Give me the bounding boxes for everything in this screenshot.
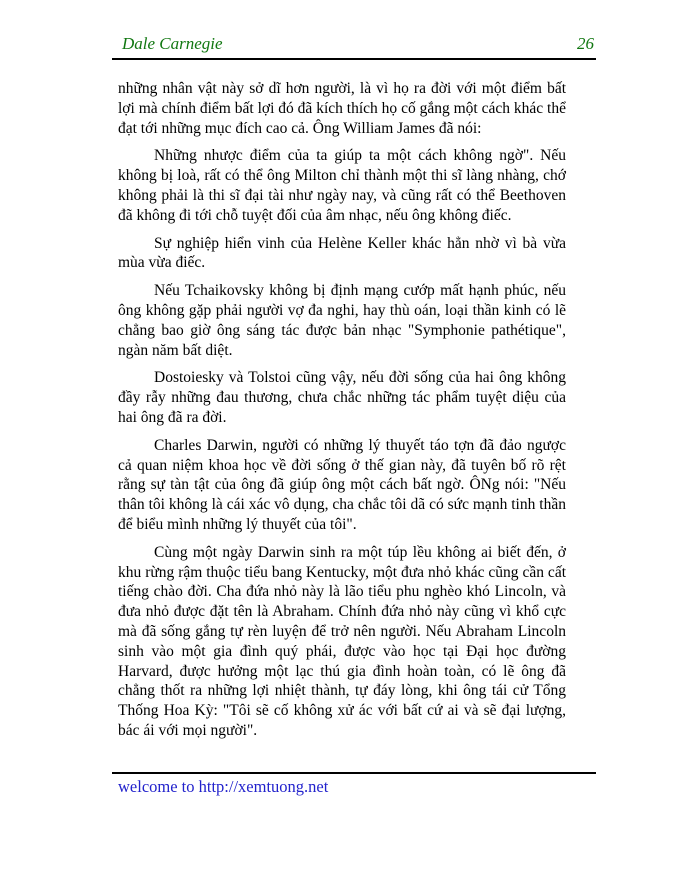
body-paragraph: Dostoiesky và Tolstoi cũng vậy, nếu đời sống của hai ông không đầy rẫy những đau thương, chưa chắc những tác phẩm tuyệt diệu của hai ông đã ra đời. [118,369,566,426]
footer-rule [112,772,596,774]
body-paragraph: Cùng một ngày Darwin sinh ra một túp lều không ai biết đến, ở khu rừng rậm thuộc tiểu bang Kentucky, một đưa nhỏ khác cũng cần cất tiếng chào đời. Cha đứa nhỏ này là lão tiểu phu nghèo khó Lincoln, và đưa nhỏ được đặt tên là Abraham. Chính đứa nhỏ này cũng vì khổ cực mà đã sống gắng tự rèn luyện để trở nên người. Nếu Abraham Lincoln sinh vào một gia đình quý phái, được vào học tại Đại học đường Harvard, được hưởng một lạc thú gia đình hoàn toàn, có lẽ ông đã chẳng thốt ra những lợi nhiệt thành, tự đáy lòng, khi ông tái cử Tổng Thống Hoa Kỳ: "Tôi sẽ cố không xử ác với bất cứ ai và sẽ đại lượng, bác ái với mọi người". [118,543,566,739]
header-row [112,34,596,54]
page-footer [112,772,596,797]
header-rule [112,58,596,60]
body-paragraph: những nhân vật này sở dĩ hơn người, là vì họ ra đời với một điểm bất lợi mà chính điểm bất lợi đó đã kích thích họ cố gắng một cách khác thể đạt tới những mục đích cao cả. Ông William James đã nói: [118,80,566,137]
body-paragraph: Sự nghiệp hiển vinh của Helène Keller khác hẳn nhờ vì bà vừa mùa vừa điếc. [118,234,566,272]
running-header-title: Dale Carnegie [122,34,223,53]
footer-link[interactable]: welcome to http://xemtuong.net [118,777,329,796]
body-paragraph: Charles Darwin, người có những lý thuyết táo tợn đã đảo ngược cả quan niệm khoa học về đời sống ở thế gian này, đã tuyên bố rõ rệt rằng sự tàn tật của ông đã giúp ông một cách bất ngờ. ÔNg nói: "Nếu thân tôi không là cái xác vô dụng, cha chắc tôi dã có sức mạnh tinh thần để biểu mình những lý thuyết của tôi". [118,436,566,533]
body-paragraph: Nếu Tchaikovsky không bị định mạng cướp mất hạnh phúc, nếu ông không gặp phải người vợ đa nghi, hay thù oán, loại thần kinh có lẽ chẳng bao giờ ông sáng tác được bản nhạc "Symphonie pathétique", ngàn năm bất diệt. [118,282,566,359]
page-number: 26 [577,34,594,53]
page-header [112,34,596,60]
page-body [118,79,566,749]
body-paragraph: Những nhược điểm của ta giúp ta một cách không ngờ". Nếu không bị loà, rất có thể ông Milton chỉ thành một thi sĩ làng nhàng, chớ không phải là thi sĩ đại tài như ngày nay, và cũng rất có thể Beethoven đã không đi tới chỗ tuyệt đối của âm nhạc, nếu ông không điếc. [118,147,566,224]
